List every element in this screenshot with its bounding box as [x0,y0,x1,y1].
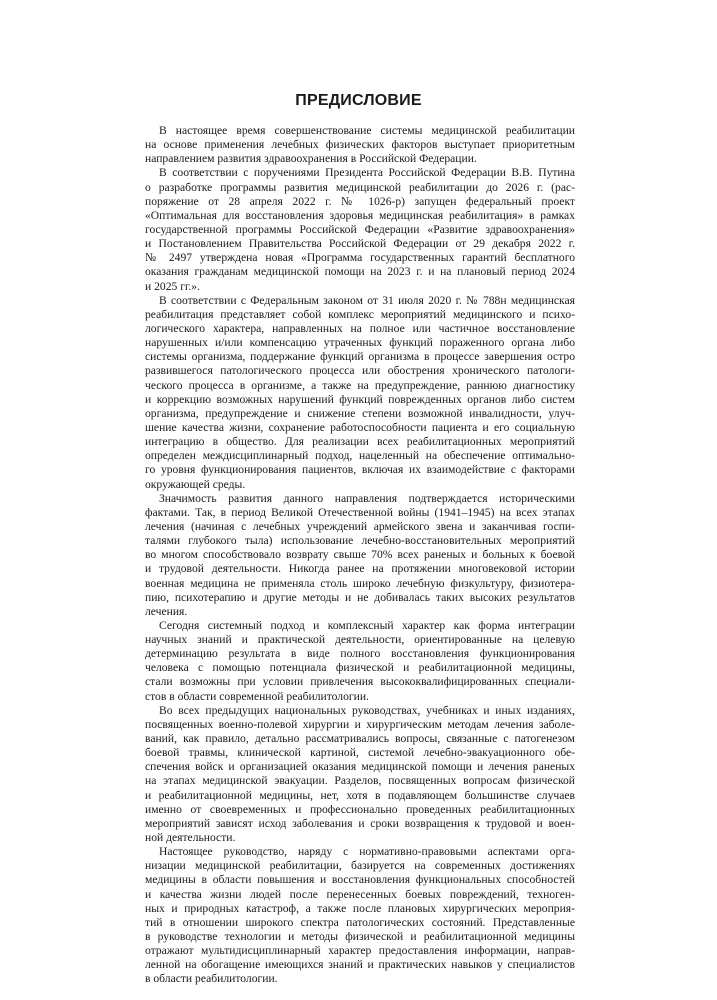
text-line: Настоящее руководство, наряду с нормативно-правовыми аспектами орга- [159,845,575,859]
text-line: государственной программы Российской Федерации «Развитие здравоохранения» [145,222,575,236]
text-line: мероприятий зависят исход заболевания и сроки возвращения к трудовой и воен- [145,816,575,830]
text-line: организма, предупреждение и снижение степени возможной инвалидности, улуч- [145,406,575,420]
text-line: и трудовой деятельности. Никогда ранее на протяжении многовековой истории [145,562,575,576]
text-line: «Оптимальная для восстановления здоровья медицинская реабилитация» в рамках [145,208,575,222]
text-line: окружающей среды. [145,477,246,491]
paragraph [145,294,575,492]
text-line: лечения. [145,604,188,618]
text-line: человека с помощью потенциала физической и реабилитационной медицины, [145,661,575,675]
text-line: именно от своевременных и профессионально проведенных реабилитационных [145,802,575,816]
text-line: ческого процесса в организме, а также на предупреждение, раннюю диагностику [145,378,575,392]
text-line: В соответствии с Федеральным законом от 31 июля 2020 г. № 788н медицинская [159,293,575,307]
text-line: талями глубокого тыла) использование лечебно-восстановительных мероприятий [145,534,575,548]
paragraph [145,619,575,704]
text-line: поряжение от 28 апреля 2022 г. № 1026-р) запущен федеральный проект [145,194,575,208]
text-line: на этапах медицинской эвакуации. Разделов, посвященных вопросам физической [145,774,575,788]
text-line: Во всех предыдущих национальных руководствах, учебниках и иных изданиях, [159,703,575,717]
text-line: научных знаний и практической деятельности, ориентированные на целевую [145,633,575,647]
text-line: ной деятельности. [145,831,236,845]
text-line: во многом способствовало возврату свыше 70% всех раненых и больных к боевой [145,548,575,562]
text-line: спечения войск и организацией оказания медицинской помощи и лечения раненых [145,760,575,774]
paragraph [145,492,575,619]
text-line: шение качества жизни, сохранение работоспособности пациента и его социальную [145,420,575,434]
text-line: тий в отношении широкого спектра патологических состояний. Представленные [145,915,575,929]
text-line: на основе применения лечебных физических факторов выступает приоритетным [145,138,575,152]
text-line: о разработке программы развития медицинской реабилитации до 2026 г. (рас- [145,180,575,194]
text-line: № 2497 утверждена новая «Программа государственных гарантий бесплатного [145,251,575,265]
text-line: и реабилитационной медицины, нет, хотя в подавляющем большинстве случаев [145,788,575,802]
text-line: военная медицина не применяла столь широко лечебную физкультуру, физиотера- [145,576,575,590]
text-line: и качества жизни людей после перенесенных боевых повреждений, техноген- [145,887,575,901]
text-line: пию, психотерапию и другие методы и не добивалась таких высоких результатов [145,590,575,604]
text-line: направлением развития здравоохранения в Российской Федерации. [145,152,477,166]
text-line: системы организма, поддержание функций организма в процессе завершения остро [145,350,575,364]
text-line: и Постановлением Правительства Российской Федерации от 29 декабря 2022 г. [145,237,575,251]
text-line: ваний, как правило, детально рассматривались вопросы, связанные с патогенезом [145,732,575,746]
text-line: В соответствии с поручениями Президента Российской Федерации В.В. Путина [159,166,575,180]
text-line: стов в области современной реабилитологии. [145,689,369,703]
text-line: лечения (начиная с лечебных учреждений армейского звена и заканчивая госпи- [145,519,575,533]
paragraph [145,704,575,845]
text-line: посвященных военно-полевой хирургии и хирургическим методам лечения заболе- [145,717,575,731]
text-line: низации медицинской реабилитации, базируется на современных достижениях [145,859,575,873]
text-line: медицины в области повышения и восстановления функциональных способностей [145,873,575,887]
text-line: и 2025 гг.». [145,279,200,293]
text-line: В настоящее время совершенствование системы медицинской реабилитации [159,124,575,137]
text-line: нарушенных и/или компенсацию утраченных функций пораженного органа либо [145,336,575,350]
paragraph [145,845,575,986]
page-title: ПРЕДИСЛОВИЕ [295,92,422,109]
text-line: и коррекцию возможных нарушений функций поврежденных органов либо систем [145,392,575,406]
paragraph [145,166,575,293]
paragraph [145,124,575,166]
text-line: Сегодня системный подход и комплексный характер как форма интеграции [159,618,575,632]
text-line: оказания гражданам медицинской помощи на 2023 г. и на плановый период 2024 [145,265,575,279]
text-line: стали возможны при условии привлечения высококвалифицированных специали- [145,675,575,689]
text-line: интеграцию в общество. Для реализации всех реабилитационных мероприятий [145,435,575,449]
text-line: отражают мультидисциплинарный характер предоставления информации, направ- [145,944,575,958]
text-line: ных и природных катастроф, а также после плановых хирургических мероприя- [145,901,575,915]
text-line: фактами. Так, в период Великой Отечественной войны (1941–1945) на всех этапах [145,505,575,519]
text-line: логического характера, направленных на полное или частичное восстановление [145,321,575,335]
text-line: боевой травмы, клинической картиной, системой лечебно-эвакуационного обе- [145,746,575,760]
text-line: Значимость развития данного направления подтверждается историческими [159,491,575,505]
text-line: детерминацию результата в виде полного восстановления функционирования [145,647,575,661]
text-line: в руководстве технологии и методы физической и реабилитационной медицины [145,930,575,944]
body-text [145,124,575,987]
text-line: определен междисциплинарный подход, нацеленный на обеспечение оптимально- [145,449,575,463]
text-line: развившегося патологического процесса или обострения хронического патологи- [145,364,575,378]
text-line: реабилитация представляет собой комплекс мероприятий медицинского и психо- [145,307,575,321]
text-line: ленной на обогащение имеющихся знаний и практических навыков у специалистов [145,958,575,972]
text-line: в области реабилитологии. [145,972,278,986]
text-line: го уровня функционирования пациентов, включая их взаимодействие с факторами [145,463,575,477]
